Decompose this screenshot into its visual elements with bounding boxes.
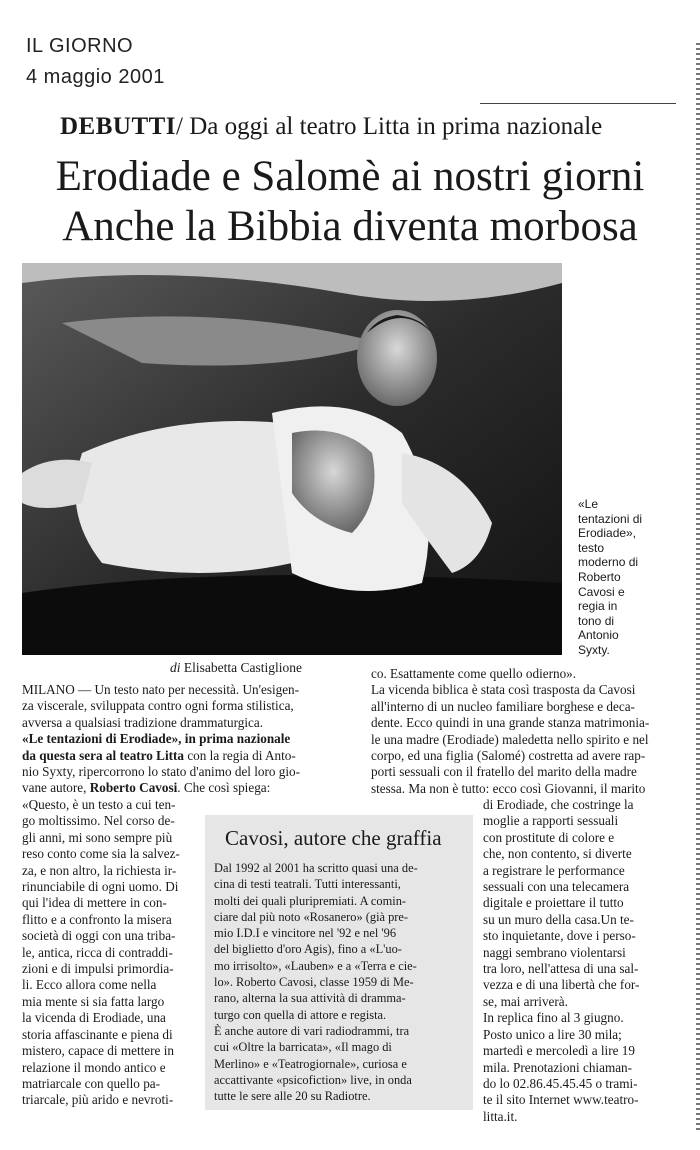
text-line: za, e non altro, la richiesta ir- [22,862,177,878]
text-line: su un muro della casa.Un te- [483,911,634,927]
byline-prefix: di [170,660,181,675]
photo [22,263,562,655]
headline-line-1: Erodiade e Salomè ai nostri giorni [55,153,645,200]
text-line: litta.it. [483,1108,518,1124]
text-line: mistero, capace di mettere in [22,1043,174,1059]
caption-line: moderno di [578,555,639,570]
byline [170,660,302,676]
text-line: tutte le sere alle 20 su Radiotre. [214,1089,371,1104]
photo-actor-image [22,263,562,655]
caption-line: tono di [578,613,615,628]
text-line: lo». Roberto Cavosi, classe 1959 di Me- [214,975,414,990]
text-line: martedì e mercoledì a lire 19 [483,1043,635,1059]
text-line: ciare dal più noto «Rosanero» (già pre- [214,909,409,924]
text-line: La vicenda biblica è stata così trasposta da Cavosi [371,682,636,698]
article-column-2-top [371,666,679,797]
header-rule [480,103,676,104]
kicker [60,113,602,141]
text-line: go moltissimo. Nel corso de- [22,813,175,829]
article-column-2-narrow [483,797,681,1125]
text-line: dente. Ecco quindi in una grande stanza matrimonia- [371,715,650,731]
text-line: zioni e di impulsi primordia- [22,961,174,977]
text-span: . Che così spiega: [177,780,271,796]
text-line: sessuali con una telecamera [483,879,630,895]
text-line: MILANO — Un testo nato per necessità. Un'esigen- [22,682,300,697]
caption-line: regia in [578,599,618,614]
text-line: storia affascinante e piena di [22,1026,173,1042]
text-line: avversa a qualsiasi tradizione drammaturgica. [22,714,264,730]
caption-line: Syxty. [578,642,610,657]
text-line: mio I.D.I e vincitore nel '92 e nel '96 [214,926,397,941]
text-line: mia mente si sia fatta largo [22,993,165,1009]
author-name-bold: Roberto Cavosi [89,780,178,796]
text-line: nio Syxty, ripercorrono lo stato d'animo del loro gio- [22,764,301,780]
scan-edge [696,40,700,1130]
text-line: porti sessuali con il fratello del marito della madre [371,764,637,780]
section-label: DEBUTTI [60,113,177,140]
text-line: che, non contento, si diverte [483,846,632,862]
caption-line: Antonio [578,628,619,643]
text-line: corpo, ed una figlia (Salomé) costretta ad avere rap- [371,748,646,764]
text-span: con la regia di Anto- [184,747,296,763]
caption-line: testo [578,540,605,555]
text-line: naggi sembrano violentarsi [483,944,626,960]
text-line: tra loro, nell'attesa di una sal- [483,961,639,977]
text-line: digitale e proiettare il tutto [483,895,624,911]
text-span: vane autore, [22,780,90,796]
text-line: mila. Prenotazioni chiaman- [483,1059,633,1075]
byline-author: Elisabetta Castiglione [183,660,302,675]
text-line: «Questo, è un testo a cui ten- [22,797,176,812]
text-line: società di oggi con una triba- [22,928,176,944]
publication-date: 4 maggio 2001 [26,66,165,88]
article-column-1-narrow [22,797,194,1109]
text-line: matriarcale con quello pa- [22,1075,161,1091]
text-line: stessa. Ma non è tutto: ecco così Giovanni, il marito [371,780,646,796]
text-line: turgo con quella di attore e regista. [214,1007,387,1022]
text-line: molti dei quali pluripremiati. A comin- [214,893,407,908]
text-line: sto inquietante, dove i perso- [483,928,636,944]
photo-caption [578,497,688,658]
text-line-bold: da questa sera al teatro Litta [22,747,185,763]
caption-line: tentazioni di [578,511,643,526]
text-line: rano, alterna la sua attività di dramma- [214,991,406,1006]
text-line: cina di testi teatrali. Tutti interessanti, [214,877,401,892]
text-line: za viscerale, sviluppata contro ogni forma stilistica, [22,698,294,714]
text-line: moglie a rapporti sessuali [483,813,619,829]
text-line: gli anni, mi sono sempre più [22,829,173,845]
sidebar-box-title: Cavosi, autore che graffia [225,826,442,850]
text-line: qui l'idea di mettere in con- [22,895,167,911]
caption-line: Roberto [578,569,621,584]
text-line: mo irrisolto», «Lauben» e a «Terra e cie- [214,958,417,973]
text-line: la vicenda di Erodiade, una [22,1010,166,1026]
text-line: li. Ecco allora come nella [22,977,157,993]
text-line: accattivante «psicofiction» live, in onda [214,1072,412,1087]
sidebar-box-text [214,860,466,1104]
text-line: di Erodiade, che costringe la [483,797,634,812]
text-line: Posto unico a lire 30 mila; [483,1026,622,1042]
text-line: Dal 1992 al 2001 ha scritto quasi una de- [214,861,418,875]
text-line: con prostitute di colore e [483,829,615,845]
text-line: cui «Oltre la barricata», «Il mago di [214,1040,392,1055]
newspaper-name: IL GIORNO [26,35,134,57]
text-line: all'interno di un nucleo familiare borghese e deca- [371,698,635,714]
text-line: te il sito Internet www.teatro- [483,1092,639,1108]
text-line: relazione il mondo antico e [22,1059,166,1075]
text-line: a registrare le performance [483,862,625,878]
text-line: In replica fino al 3 giugno. [483,1010,624,1026]
text-line-bold: «Le tentazioni di Erodiade», in prima nazionale [22,731,291,747]
text-line: flitto e a confronto la misera [22,911,172,927]
text-line: È anche autore di vari radiodrammi, tra [214,1023,410,1038]
text-line: del biglietto d'oro Agis), fino a «L'uo- [214,942,402,957]
caption-line: Cavosi e [578,584,625,599]
text-line: co. Esattamente come quello odierno». [371,666,577,681]
text-line: rinunciabile di ogni uomo. Di [22,879,179,895]
article-column-1-top [22,682,362,797]
text-line: se, mai arriverà. [483,993,568,1009]
text-line: reso conto come sia la salvez- [22,846,180,862]
text-line: Merlino» e «Teatrogiornale», curiosa e [214,1056,407,1071]
caption-line: Erodiade», [578,526,637,541]
caption-line: «Le [578,497,599,511]
text-line: le, antica, ricca di contraddi- [22,944,173,960]
text-line: triarcale, più arido e nevroti- [22,1092,174,1108]
text-line: vezza e di una libertà che for- [483,977,640,993]
text-line: le una madre (Erodiade) maledetta nello spirito e nel [371,731,649,747]
text-line: do lo 02.86.45.45.45 o trami- [483,1075,638,1091]
headline-line-2: Anche la Bibbia diventa morbosa [62,203,638,250]
kicker-text: / Da oggi al teatro Litta in prima nazionale [176,113,603,140]
